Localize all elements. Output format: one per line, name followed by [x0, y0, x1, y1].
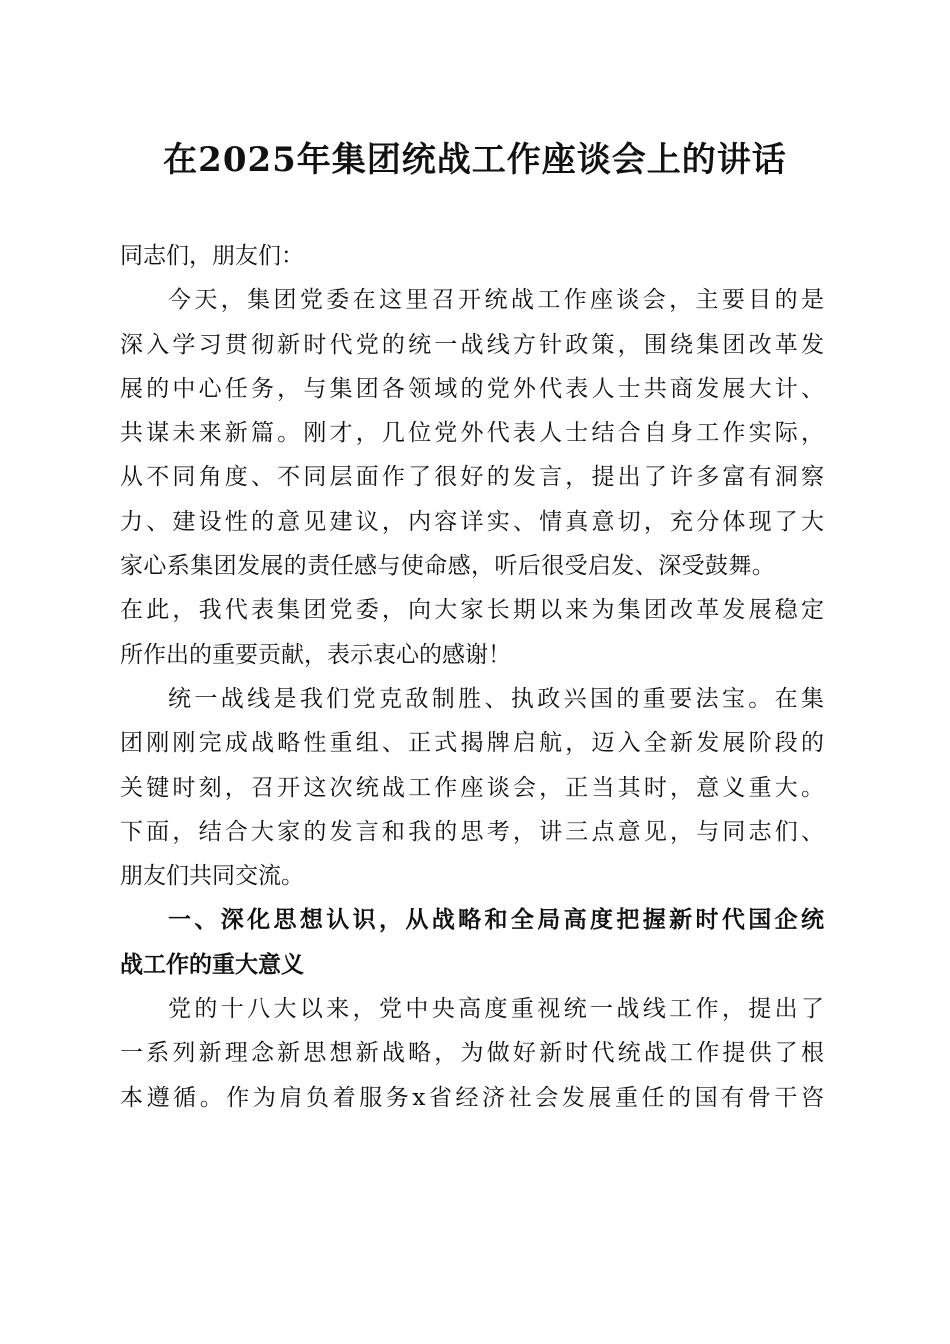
paragraph-line: 力、建设性的意见建议，内容详实、情真意切，充分体现了大 — [120, 508, 824, 535]
paragraph-line: 展的中心任务，与集团各领域的党外代表人士共商发展大计、 — [120, 375, 824, 402]
paragraph-line: 关键时刻，召开这次统战工作座谈会，正当其时，意义重大。 — [120, 774, 824, 801]
paragraph-line: 共谋未来新篇。刚才，几位党外代表人士结合自身工作实际， — [120, 420, 824, 447]
paragraph-line: 从不同角度、不同层面作了很好的发言，提出了许多富有洞察 — [120, 464, 824, 491]
document-body — [120, 234, 824, 1120]
paragraph-line: 下面，结合大家的发言和我的思考，讲三点意见，与同志们、 — [120, 818, 824, 845]
section-heading-line: 一、深化思想认识，从战略和全局高度把握新时代国企统 — [168, 907, 824, 934]
salutation-line: 同志们，朋友们： — [120, 243, 304, 269]
paragraph-line: 家心系集团发展的责任感与使命感，听后很受启发、深受鼓舞。 — [120, 553, 776, 580]
paragraph-line: 一系列新理念新思想新战略，为做好新时代统战工作提供了根 — [120, 1040, 824, 1067]
paragraph-line: 在此，我代表集团党委，向大家长期以来为集团改革发展稳定 — [120, 597, 824, 624]
paragraph-line: 深入学习贯彻新时代党的统一战线方针政策，围绕集团改革发 — [120, 331, 824, 358]
paragraph-line: 今天，集团党委在这里召开统战工作座谈会，主要目的是 — [168, 287, 824, 314]
document-title: 在2025年集团统战工作座谈会上的讲话 — [163, 140, 787, 180]
paragraph-line: 团刚刚完成战略性重组、正式揭牌启航，迈入全新发展阶段的 — [120, 730, 824, 757]
paragraph-line: 统一战线是我们党克敌制胜、执政兴国的重要法宝。在集 — [168, 685, 824, 712]
paragraph-line: 本遵循。作为肩负着服务x省经济社会发展重任的国有骨干咨 — [120, 1084, 824, 1111]
paragraph-line: 朋友们共同交流。 — [120, 863, 304, 890]
paragraph-line: 党的十八大以来，党中央高度重视统一战线工作，提出了 — [168, 996, 824, 1023]
section-heading-line: 战工作的重大意义 — [120, 951, 304, 978]
paragraph-line: 所作出的重要贡献，表示衷心的感谢！ — [120, 641, 511, 668]
